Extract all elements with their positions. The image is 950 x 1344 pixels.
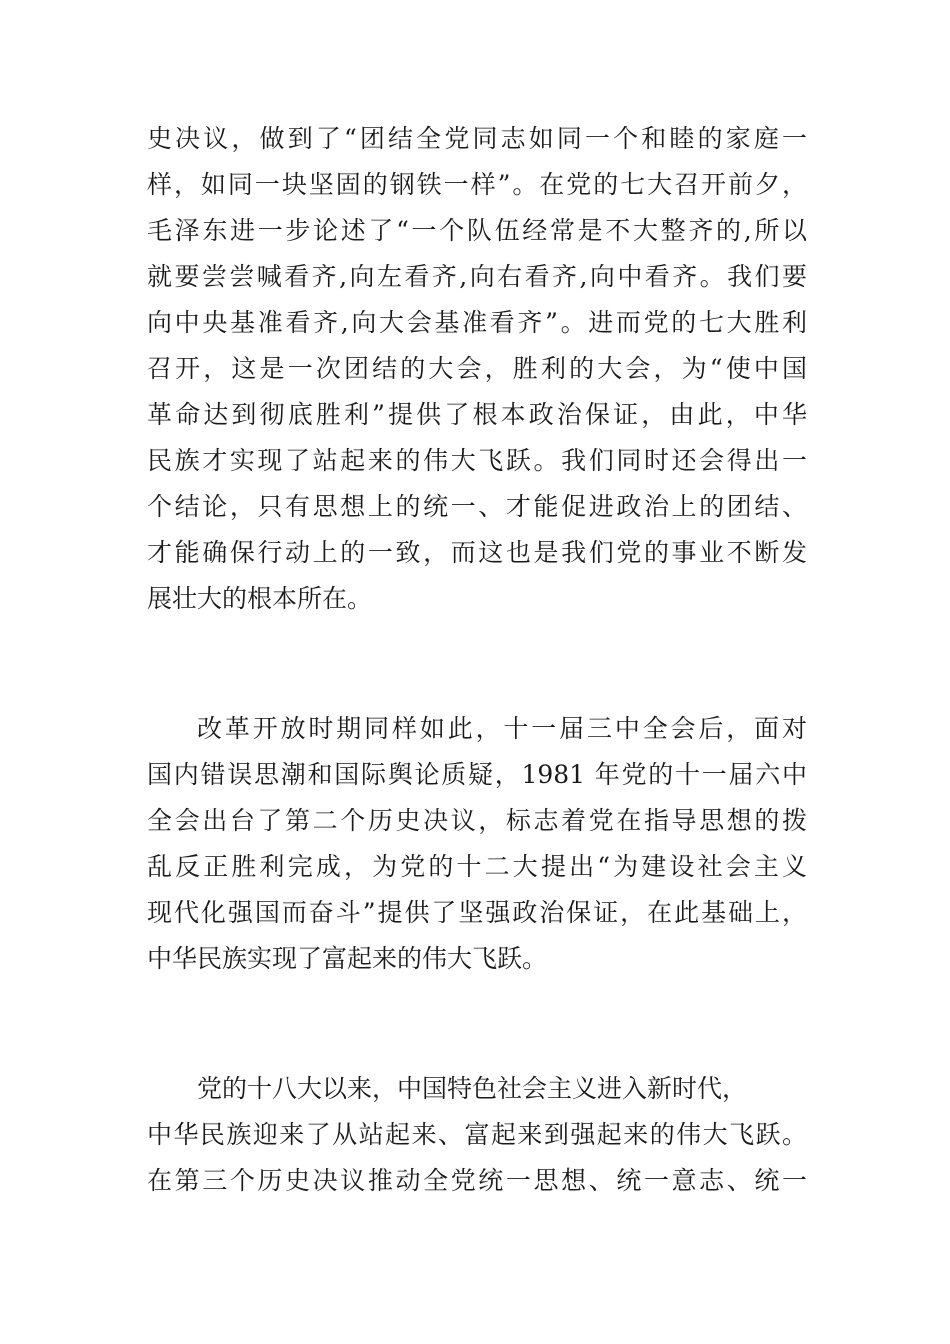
paragraph-1-line-7: 革命达到彻底胜利”提供了根本政治保证，由此，中华 [147,400,807,429]
paragraph-1-line-2: 样，如同一块坚固的钢铁一样”。在党的七大召开前夕， [147,170,807,199]
paragraph-1-line-9: 个结论，只有思想上的统一、才能促进政治上的团结、 [147,492,807,521]
paragraph-gap [147,622,807,706]
paragraph-3-line-2: 中华民族迎来了从站起来、富起来到强起来的伟大飞跃。 [147,1120,807,1149]
paragraph-1-line-5: 向中央基准看齐,向大会基准看齐”。进而党的七大胜利 [147,308,807,337]
paragraph-2-line-4: 乱反正胜利完成，为党的十二大提出“为建设社会主义 [147,852,807,881]
paragraph-3-line-1: 党的十八大以来，中国特色社会主义进入新时代， [197,1074,748,1103]
paragraph-2-line-2: 国内错误思潮和国际舆论质疑，1981 年党的十一届六中 [147,760,807,789]
paragraph-3 [147,1066,807,1204]
paragraph-1-line-6: 召开，这是一次团结的大会，胜利的大会，为“使中国 [147,354,807,383]
document-body [147,116,807,1204]
paragraph-gap [147,982,807,1066]
paragraph-2 [147,706,807,982]
paragraph-1-line-1: 史决议，做到了“团结全党同志如同一个和睦的家庭一 [147,124,807,153]
paragraph-2-line-3: 全会出台了第二个历史决议，标志着党在指导思想的拨 [147,806,807,835]
paragraph-1-line-3: 毛泽东进一步论述了“一个队伍经常是不大整齐的,所以 [147,216,807,245]
paragraph-3-line-3: 在第三个历史决议推动全党统一思想、统一意志、统一 [147,1166,807,1195]
paragraph-1-line-10: 才能确保行动上的一致，而这也是我们党的事业不断发 [147,538,807,567]
paragraph-1-line-8: 民族才实现了站起来的伟大飞跃。我们同时还会得出一 [147,446,807,475]
paragraph-1-line-4: 就要尝尝喊看齐,向左看齐,向右看齐,向中看齐。我们要 [147,262,807,291]
paragraph-1 [147,116,807,622]
paragraph-2-line-1: 改革开放时期同样如此，十一届三中全会后，面对 [197,714,807,743]
paragraph-2-line-5: 现代化强国而奋斗”提供了坚强政治保证，在此基础上， [147,898,807,927]
paragraph-2-line-6: 中华民族实现了富起来的伟大飞跃。 [147,944,548,973]
paragraph-1-line-11: 展壮大的根本所在。 [147,584,373,613]
